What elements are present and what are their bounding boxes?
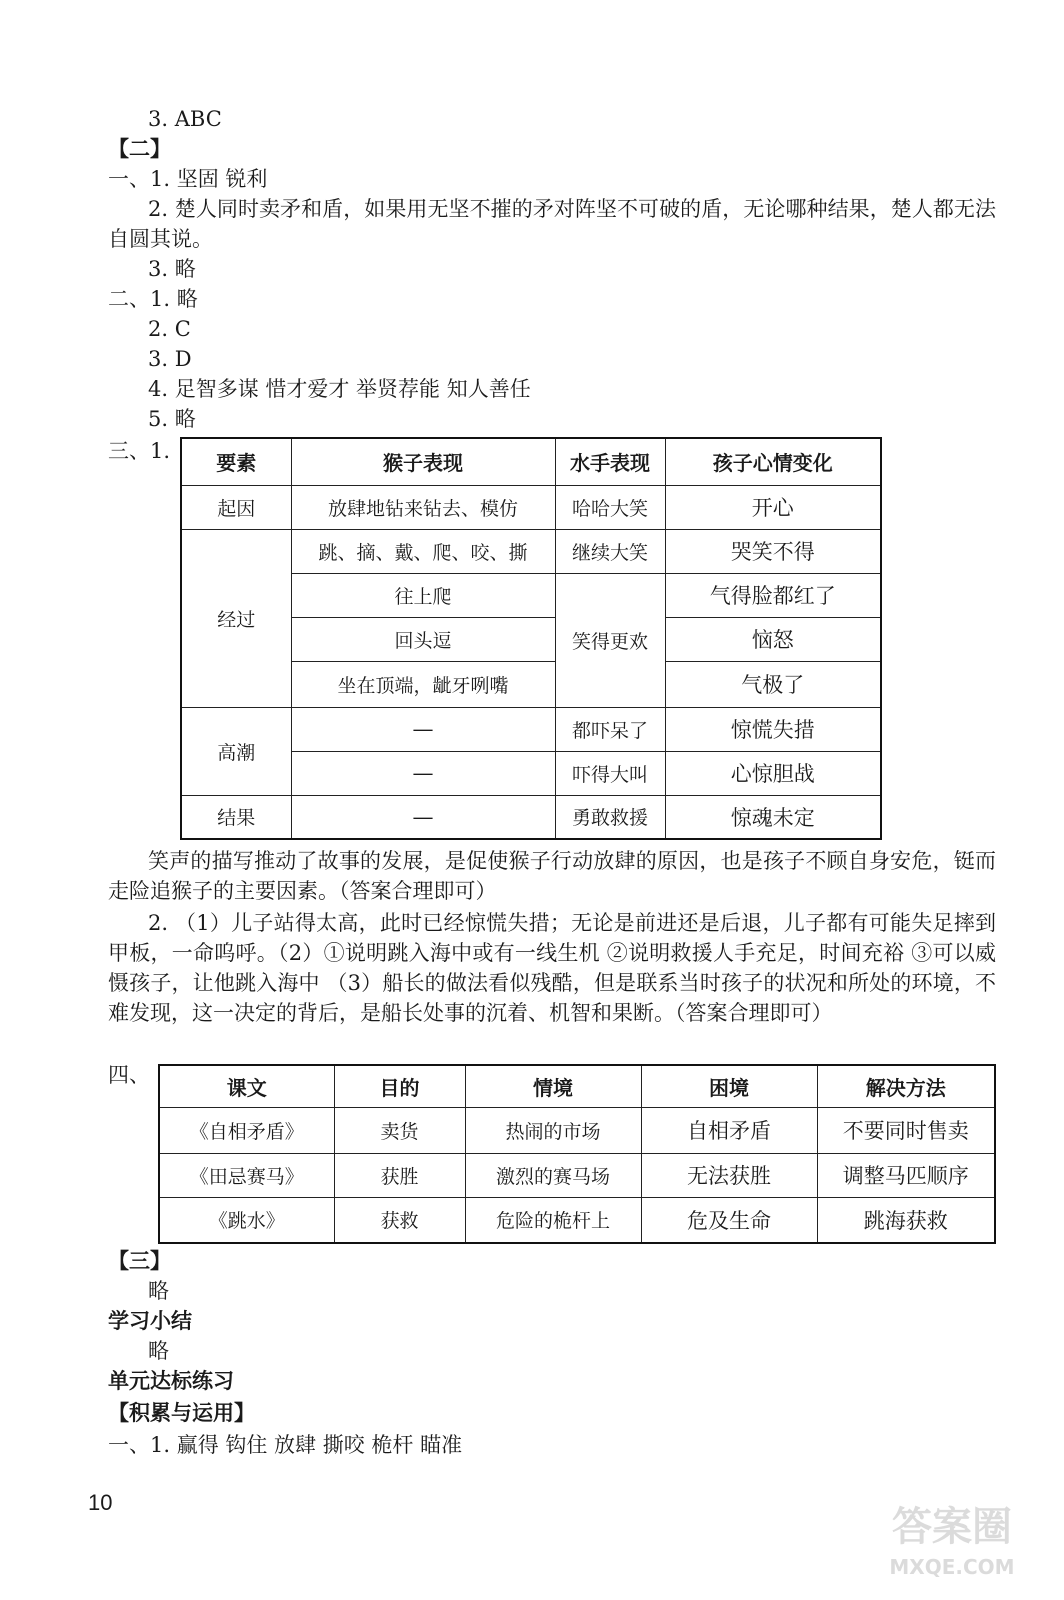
table-cell: 《田忌赛马》	[159, 1153, 334, 1197]
table-cell: 不要同时售卖	[817, 1107, 995, 1153]
table-header: 困境	[641, 1065, 817, 1107]
table-cell: 获胜	[334, 1153, 465, 1197]
table-cell: 卖货	[334, 1107, 465, 1153]
table-cell: 回头逗	[291, 617, 555, 661]
table-header: 孩子心情变化	[665, 438, 881, 485]
table-cell: 《跳水》	[159, 1197, 334, 1243]
table-cell: 获救	[334, 1197, 465, 1243]
answer-line: 略	[148, 1279, 169, 1303]
table-cell: 危及生命	[641, 1197, 817, 1243]
table-cell: 危险的桅杆上	[465, 1197, 641, 1243]
watermark-url: MXQE.COM	[889, 1555, 1015, 1579]
answer-paragraph: 2. （1）儿子站得太高，此时已经惊慌失措；无论是前进还是后退，儿子都有可能失足摔到甲板，一命呜呼。（2）①说明跳入海中或有一线生机 ②说明救援人手充足，时间充裕 ③可以威慑孩子，让他跳入海中 （3）船长的做法看似残酷，但是联系当时孩子的状况和所处的环境，不难发现，这一决定的背后，是船长处事的沉着、机智和果断。（答案合理即可）	[108, 911, 996, 1025]
table-cell: 恼怒	[665, 617, 881, 661]
table-cell: 起因	[181, 485, 291, 529]
table-cell: 高潮	[181, 707, 291, 795]
table-cell: 气极了	[665, 661, 881, 707]
table-cell: 都吓呆了	[555, 707, 665, 751]
table-cell: 调整马匹顺序	[817, 1153, 995, 1197]
answer-paragraph: 2. 楚人同时卖矛和盾，如果用无坚不摧的矛对阵坚不可破的盾，无论哪种结果，楚人都无法自圆其说。	[108, 197, 996, 251]
table-cell: 心惊胆战	[665, 751, 881, 795]
table-cell: 自相矛盾	[641, 1107, 817, 1153]
table-cell: 坐在顶端，龇牙咧嘴	[291, 661, 555, 707]
table-cell: 无法获胜	[641, 1153, 817, 1197]
page-number: 10	[88, 1490, 113, 1515]
answer-line: 略	[148, 1339, 169, 1363]
table-cell: —	[291, 751, 555, 795]
section-heading: 单元达标练习	[108, 1369, 234, 1393]
table-cell: —	[291, 795, 555, 839]
table-cell: 激烈的赛马场	[465, 1153, 641, 1197]
table-cell: 开心	[665, 485, 881, 529]
table-cell: 跳海获救	[817, 1197, 995, 1243]
table-cell: 跳、摘、戴、爬、咬、撕	[291, 529, 555, 573]
section-heading: 【二】	[108, 137, 171, 161]
section-heading: 学习小结	[108, 1309, 192, 1333]
answer-line: 2. C	[148, 317, 191, 341]
answer-line: 四、	[108, 1063, 150, 1087]
section-heading: 【三】	[108, 1249, 171, 1273]
table-cell: 气得脸都红了	[665, 573, 881, 617]
watermark-logo	[874, 1494, 1030, 1584]
table-cell: 哈哈大笑	[555, 485, 665, 529]
answer-line: 三、1.	[108, 439, 171, 463]
story-elements-table	[180, 437, 882, 840]
table-cell: 哭笑不得	[665, 529, 881, 573]
table-cell: 放肆地钻来钻去、模仿	[291, 485, 555, 529]
table-header: 要素	[181, 438, 291, 485]
table-cell: 继续大笑	[555, 529, 665, 573]
table-cell: 往上爬	[291, 573, 555, 617]
answer-line: 4. 足智多谋 惜才爱才 举贤荐能 知人善任	[148, 377, 531, 401]
table-header: 猴子表现	[291, 438, 555, 485]
table-header: 目的	[334, 1065, 465, 1107]
section-heading: 【积累与运用】	[108, 1401, 255, 1425]
table-cell: 结果	[181, 795, 291, 839]
table-cell: —	[291, 707, 555, 751]
table-cell: 勇敢救援	[555, 795, 665, 839]
answer-line: 一、1. 赢得 钩住 放肆 撕咬 桅杆 瞄准	[108, 1433, 463, 1457]
answer-line: 5. 略	[148, 407, 196, 431]
answer-paragraph: 笑声的描写推动了故事的发展，是促使猴子行动放肆的原因，也是孩子不顾自身安危，铤而走险追猴子的主要因素。（答案合理即可）	[108, 849, 996, 903]
answer-line: 3. D	[148, 347, 192, 371]
table-header: 解决方法	[817, 1065, 995, 1107]
text-comparison-table	[158, 1064, 996, 1244]
table-header: 水手表现	[555, 438, 665, 485]
table-cell: 惊慌失措	[665, 707, 881, 751]
table-cell: 笑得更欢	[555, 573, 665, 707]
table-cell: 《自相矛盾》	[159, 1107, 334, 1153]
answer-line: 一、1. 坚固 锐利	[108, 167, 268, 191]
answer-line: 二、1. 略	[108, 287, 198, 311]
table-cell: 吓得大叫	[555, 751, 665, 795]
table-header: 课文	[159, 1065, 334, 1107]
table-cell: 经过	[181, 529, 291, 707]
watermark-title: 答案圈	[892, 1504, 1012, 1550]
table-cell: 热闹的市场	[465, 1107, 641, 1153]
answer-line: 3. ABC	[148, 107, 222, 131]
table-cell: 惊魂未定	[665, 795, 881, 839]
answer-line: 3. 略	[148, 257, 196, 281]
table-header: 情境	[465, 1065, 641, 1107]
